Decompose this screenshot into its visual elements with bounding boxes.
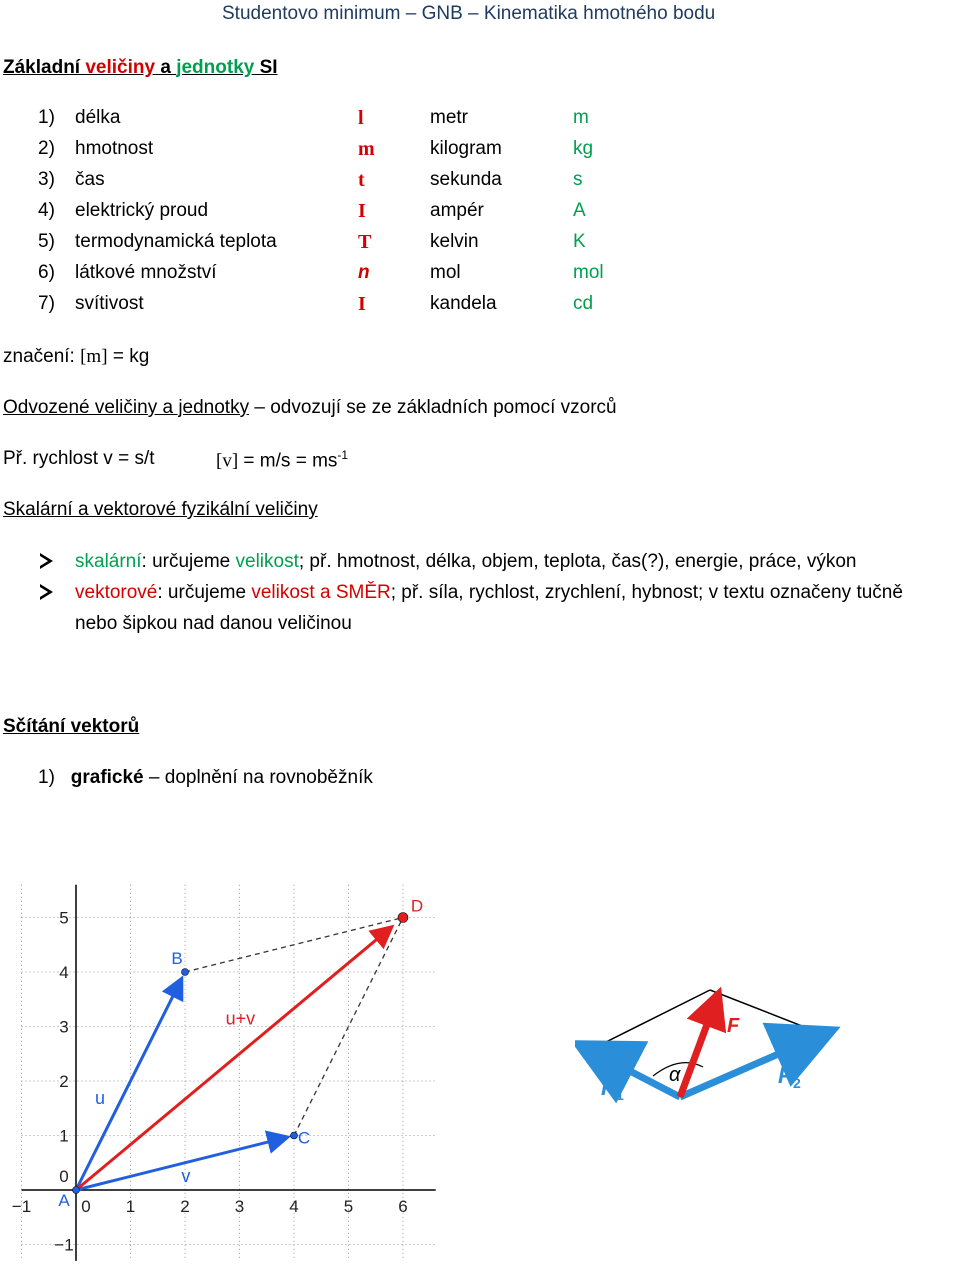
si-row-symbol: t <box>358 169 365 191</box>
x-tick-label: 2 <box>180 1197 190 1216</box>
vector-addition-chart <box>0 870 450 1266</box>
si-row-symbol: m <box>358 138 375 160</box>
basics-heading: Základní veličiny a jednotky SI <box>3 57 278 78</box>
f2-label: F <box>778 1063 792 1088</box>
y-tick-label: 5 <box>59 908 69 928</box>
si-row-symbol: T <box>358 231 372 253</box>
addition-item: 1) grafické – doplnění na rovnoběžník <box>38 767 373 788</box>
si-row-num: 4) <box>38 200 55 221</box>
vector-u <box>76 981 181 1190</box>
x-tick-label: 3 <box>234 1197 245 1216</box>
si-row-unit: mol <box>573 262 604 283</box>
f1-subscript: 1 <box>616 1087 624 1103</box>
vector-label: u+v <box>225 1008 256 1029</box>
y-tick-label: 2 <box>59 1072 69 1091</box>
y-tick-label: 1 <box>59 1126 69 1146</box>
force-parallelogram-figure <box>575 975 845 1105</box>
si-row-name: elektrický proud <box>75 200 209 221</box>
point-label: A <box>58 1191 70 1210</box>
si-row-symbol: l <box>358 107 364 129</box>
page-header: Studentovo minimum – GNB – Kinematika hmotného bodu <box>222 3 716 24</box>
x-tick-label: 0 <box>81 1197 91 1216</box>
si-row-name: svítivost <box>75 293 144 314</box>
bullet-arrow-icon <box>40 584 53 600</box>
si-row-unit: s <box>573 169 583 190</box>
derived-heading: Odvozené veličiny a jednotky <box>3 397 250 418</box>
scalar-vector-heading: Skalární a vektorové fyzikální veličiny <box>3 499 318 520</box>
f1-label: F <box>601 1075 615 1100</box>
si-row-num: 6) <box>38 262 55 283</box>
f2-subscript: 2 <box>793 1075 801 1091</box>
vector-addition-heading: Sčítání vektorů <box>3 716 140 737</box>
point-label: C <box>297 1128 311 1148</box>
x-tick-label: −1 <box>11 1197 32 1216</box>
point-label: B <box>171 949 183 968</box>
x-tick-label: 1 <box>125 1197 136 1216</box>
vector-label: v <box>181 1166 191 1187</box>
si-row-unit: kg <box>573 138 594 159</box>
scalar-line: skalární: určujeme velikost; př. hmotnost, délka, objem, teplota, čas(?), energie, práce, výkon <box>75 551 857 572</box>
x-tick-label: 4 <box>289 1197 299 1216</box>
y-tick-label: 0 <box>59 1167 69 1186</box>
angle-label: α <box>669 1064 681 1086</box>
si-row-unit: A <box>573 200 586 221</box>
si-row-num: 2) <box>38 138 55 159</box>
si-row-num: 3) <box>38 169 55 190</box>
bullet-arrow-icon <box>40 553 53 569</box>
si-row-unit: K <box>573 231 586 252</box>
si-row-unit-name: kilogram <box>430 138 502 159</box>
x-tick-label: 6 <box>398 1197 408 1216</box>
si-row-num: 7) <box>38 293 55 314</box>
y-tick-label: −1 <box>54 1235 74 1255</box>
point-d <box>398 913 408 923</box>
si-row-unit-name: ampér <box>430 200 484 221</box>
si-row-unit-name: kandela <box>430 293 497 314</box>
si-row-unit-name: kelvin <box>430 231 479 252</box>
point-b <box>182 969 189 976</box>
si-row-symbol: I <box>358 200 366 222</box>
si-row-unit: cd <box>573 293 594 314</box>
si-row-num: 5) <box>38 231 55 252</box>
point-label: D <box>410 896 424 916</box>
point-a <box>73 1187 80 1194</box>
si-row-name: hmotnost <box>75 138 154 159</box>
example-units: $[v] = m/s = ms^{-1}$ <box>216 448 349 472</box>
example-line: Př. rychlost v = s/t <box>3 448 155 469</box>
si-row-name: délka <box>75 107 121 128</box>
si-row-unit-name: mol <box>430 262 461 283</box>
f-label: F <box>727 1015 740 1037</box>
parallelogram-edge <box>590 990 710 1050</box>
notation-line: značení: [m] = kg <box>3 346 150 367</box>
si-row-unit-name: metr <box>430 107 468 128</box>
si-row-name: čas <box>75 169 105 190</box>
y-tick-label: 4 <box>59 963 69 982</box>
si-row-unit-name: sekunda <box>430 169 502 190</box>
x-tick-label: 5 <box>343 1197 354 1216</box>
y-tick-label: 3 <box>59 1017 69 1037</box>
point-c <box>291 1132 298 1139</box>
si-row-symbol: n <box>358 262 370 283</box>
si-row-num: 1) <box>38 107 55 128</box>
vector-label: u <box>95 1087 106 1108</box>
derived-line: Odvozené veličiny a jednotky – odvozují se ze základních pomocí vzorců <box>3 397 617 418</box>
vector-line: vektorové: určujeme velikost a SMĚR; př. síla, rychlost, zrychlení, hybnost; v textu označeny tučně <box>75 582 903 603</box>
si-row-name: látkové množství <box>75 262 217 283</box>
si-row-unit: m <box>573 107 589 128</box>
si-row-symbol: I <box>358 293 366 315</box>
vector-line-2: nebo šipkou nad danou veličinou <box>75 613 352 634</box>
si-row-name: termodynamická teplota <box>75 231 277 252</box>
